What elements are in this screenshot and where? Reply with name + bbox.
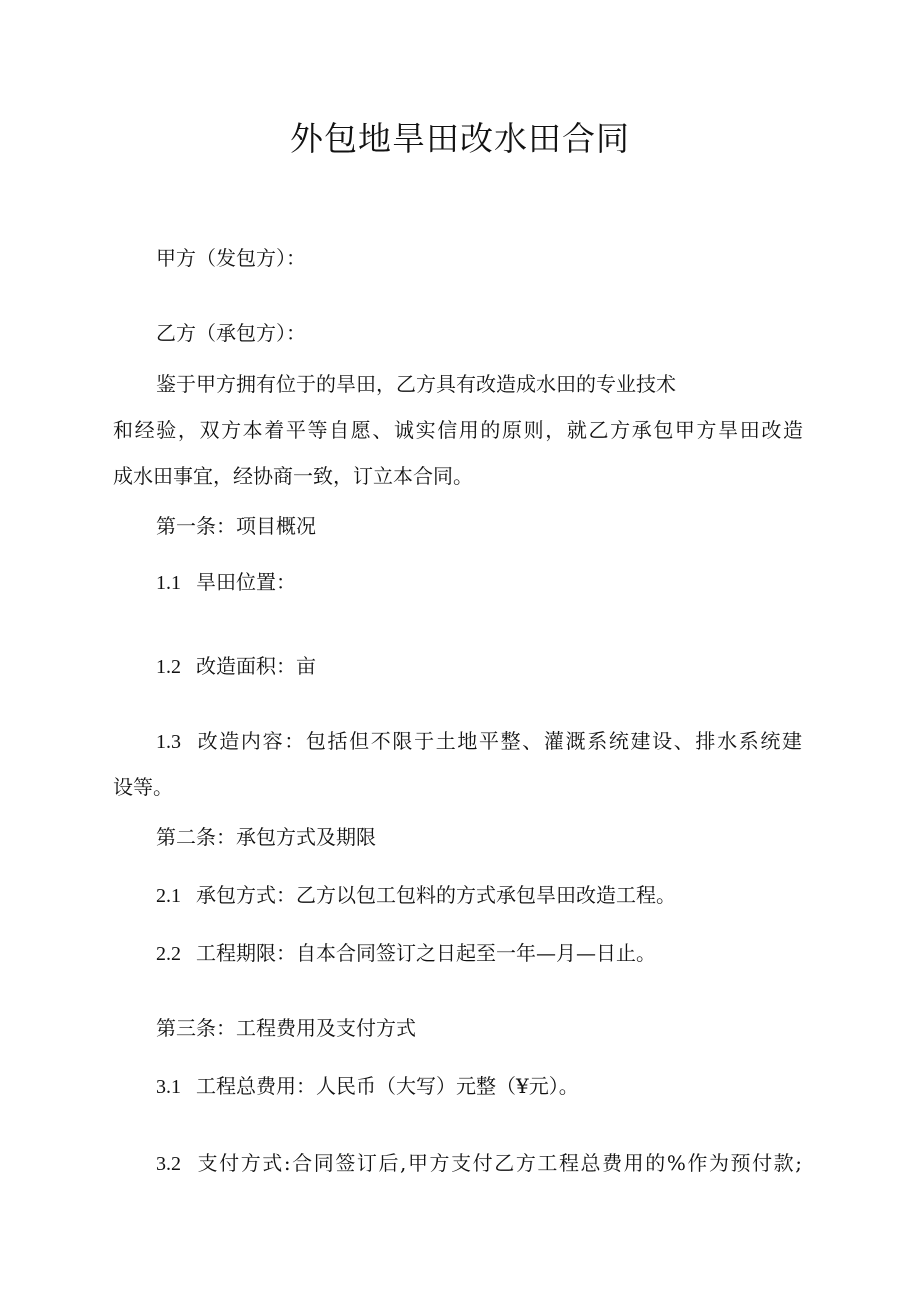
clause-text: 支付方式:合同签订后,甲方支付乙方工程总费用的%作为预付款; — [196, 1151, 802, 1175]
clause-text: 工程总费用：人民币（大写）元整（¥元）。 — [196, 1074, 579, 1098]
clause-number: 1.2 — [156, 656, 181, 678]
clause-3-1 — [156, 1071, 579, 1102]
document-title: 外包地旱田改水田合同 — [290, 119, 630, 158]
clause-2-2 — [156, 938, 656, 969]
clause-text: 改造内容：包括但不限于土地平整、灌溉系统建设、排水系统建 — [196, 729, 802, 753]
party-a-line: 甲方（发包方）： — [156, 246, 306, 270]
clause-number: 3.2 — [156, 1153, 181, 1175]
clause-text: 工程期限：自本合同签订之日起至一年—月—日止。 — [196, 941, 656, 965]
clause-text: 旱田位置： — [196, 570, 296, 594]
clause-number: 1.3 — [156, 731, 181, 753]
clause-2-1 — [156, 880, 676, 911]
clause-number: 2.2 — [156, 943, 181, 965]
clause-3-2 — [156, 1148, 802, 1179]
clause-text: 承包方式：乙方以包工包料的方式承包旱田改造工程。 — [196, 883, 676, 907]
article-3-heading: 第三条：工程费用及支付方式 — [156, 1016, 416, 1040]
clause-1-1 — [156, 567, 296, 598]
clause-1-3-continuation: 设等。 — [113, 775, 173, 799]
preamble-line-2: 和经验，双方本着平等自愿、诚实信用的原则，就乙方承包甲方旱田改造 — [113, 418, 803, 442]
clause-1-3 — [156, 726, 802, 757]
clause-text: 改造面积：亩 — [196, 654, 316, 678]
party-b-line: 乙方（承包方）： — [156, 321, 306, 345]
clause-number: 3.1 — [156, 1076, 181, 1098]
preamble-line-1: 鉴于甲方拥有位于的旱田，乙方具有改造成水田的专业技术 — [156, 372, 676, 396]
article-1-heading: 第一条：项目概况 — [156, 514, 316, 538]
article-2-heading: 第二条：承包方式及期限 — [156, 825, 376, 849]
preamble-line-3: 成水田事宜，经协商一致，订立本合同。 — [113, 464, 473, 488]
clause-number: 2.1 — [156, 885, 181, 907]
clause-1-2 — [156, 651, 316, 682]
clause-number: 1.1 — [156, 572, 181, 594]
